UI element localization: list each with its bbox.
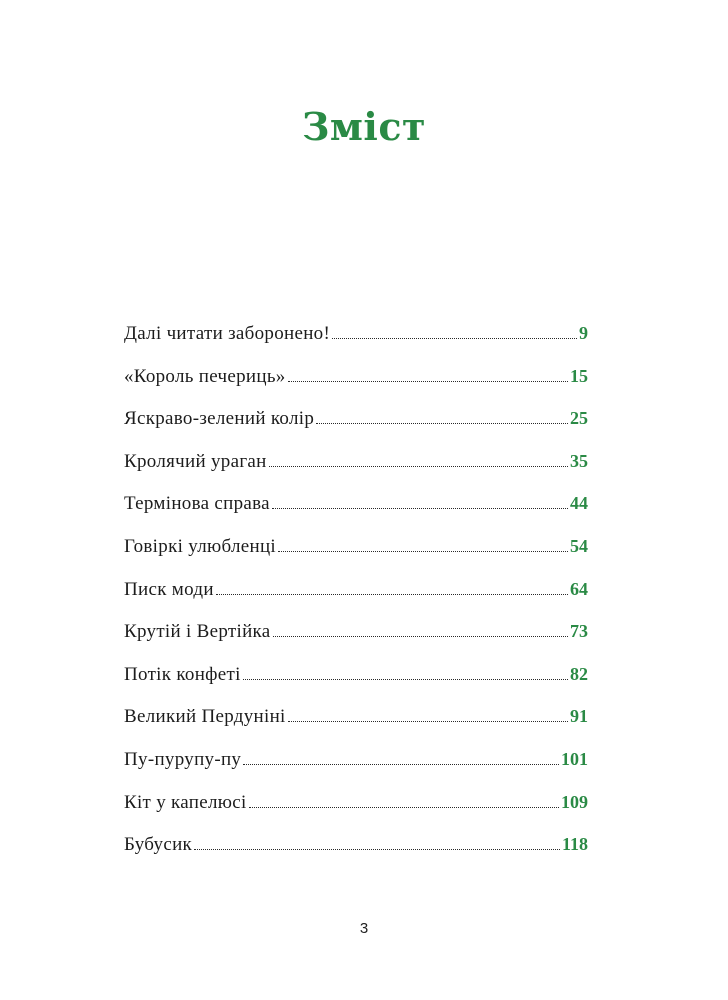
toc-entry-title: «Король печериць» xyxy=(124,365,286,387)
toc-entry-title: Яскраво-зелений колір xyxy=(124,408,315,430)
toc-entry-page: 35 xyxy=(570,450,588,471)
toc-leader-dots xyxy=(269,466,568,467)
toc-entry-page: 64 xyxy=(570,578,588,599)
toc-entry[interactable] xyxy=(124,828,588,871)
toc-leader-dots xyxy=(194,849,560,850)
toc-entry-page: 73 xyxy=(570,621,588,642)
toc-entry[interactable] xyxy=(124,786,588,829)
toc-leader-dots xyxy=(332,338,577,339)
toc-entry-title: Крутій і Вертійка xyxy=(124,621,271,643)
toc-entry-page: 118 xyxy=(561,834,588,855)
toc-entry-page: 109 xyxy=(561,791,588,812)
toc-entry[interactable] xyxy=(124,573,588,616)
toc-entry-title: Далі читати заборонено! xyxy=(124,323,331,344)
toc-entry[interactable] xyxy=(124,530,588,573)
toc-leader-dots xyxy=(288,721,568,722)
toc-entry[interactable] xyxy=(124,487,588,530)
toc-leader-dots xyxy=(316,423,568,424)
toc-entry-page: 101 xyxy=(561,748,588,769)
toc-entry[interactable] xyxy=(124,402,588,445)
page-number: 3 xyxy=(359,920,369,937)
toc-entry-page: 82 xyxy=(570,663,588,684)
toc-entry-title: Великий Пердуніні xyxy=(124,706,286,728)
table-of-contents xyxy=(124,317,588,871)
toc-entry[interactable] xyxy=(124,743,588,786)
toc-leader-dots xyxy=(243,764,559,765)
toc-entry-page: 15 xyxy=(570,365,588,386)
toc-entry-page: 91 xyxy=(570,706,588,727)
toc-leader-dots xyxy=(243,679,568,680)
toc-entry-page: 54 xyxy=(570,535,588,556)
toc-entry[interactable] xyxy=(124,445,588,488)
toc-entry-page: 9 xyxy=(579,323,588,343)
toc-leader-dots xyxy=(273,636,568,637)
toc-entry-title: Пу-пурупу-пу xyxy=(124,748,242,770)
toc-entry-title: Термінова справа xyxy=(124,493,270,515)
toc-entry[interactable] xyxy=(124,700,588,743)
toc-entry-title: Писк моди xyxy=(124,578,214,600)
toc-entry[interactable] xyxy=(124,615,588,658)
toc-leader-dots xyxy=(272,508,568,509)
toc-entry[interactable] xyxy=(124,360,588,403)
toc-entry-page: 25 xyxy=(570,408,588,429)
toc-entry[interactable] xyxy=(124,658,588,701)
toc-entry-title: Кіт у капелюсі xyxy=(124,791,247,813)
toc-entry-page: 44 xyxy=(570,493,588,514)
toc-leader-dots xyxy=(288,381,568,382)
toc-entry-title: Кролячий ураган xyxy=(124,450,267,472)
toc-entry[interactable] xyxy=(124,317,588,360)
toc-leader-dots xyxy=(278,551,568,552)
toc-leader-dots xyxy=(249,807,559,808)
toc-entry-title: Потік конфеті xyxy=(124,663,241,685)
toc-entry-title: Говіркі улюбленці xyxy=(124,535,276,557)
toc-entry-title: Бубусик xyxy=(124,834,193,856)
toc-leader-dots xyxy=(216,594,568,595)
page-title: Зміст xyxy=(301,104,427,149)
